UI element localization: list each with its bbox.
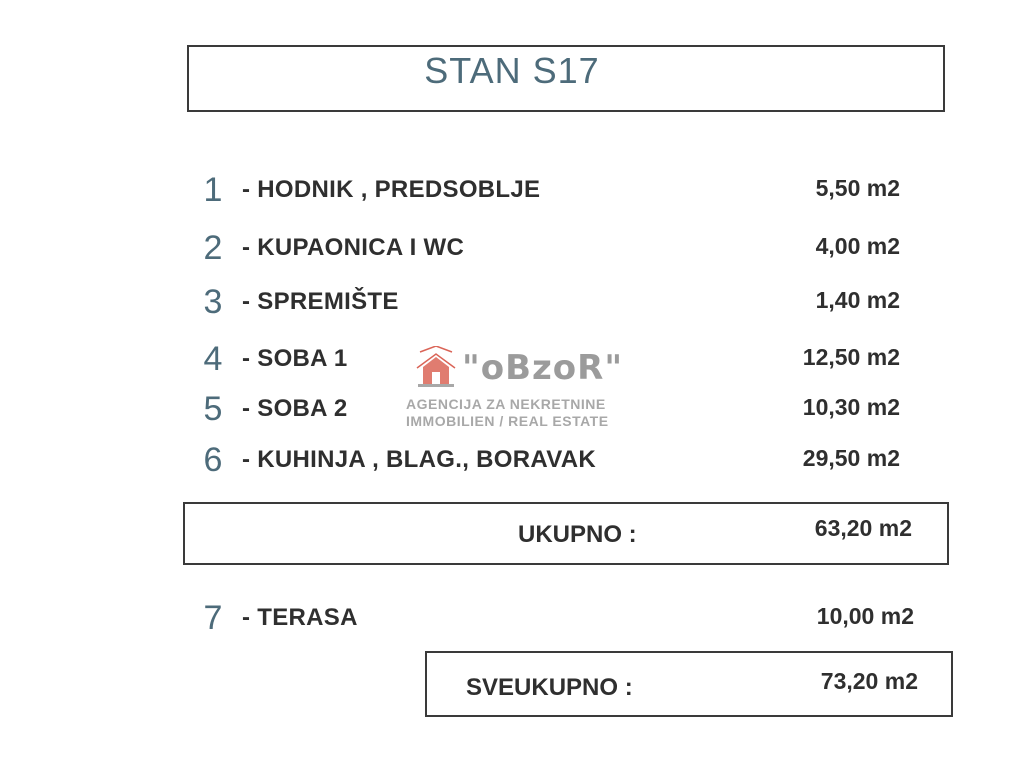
- room-area: 5,50 m2: [815, 175, 900, 201]
- room-area: 10,30 m2: [802, 394, 900, 420]
- room-row: [198, 440, 918, 480]
- room-label: - TERASA: [242, 604, 358, 631]
- room-number: 5: [203, 390, 223, 428]
- house-icon: [414, 346, 458, 390]
- room-number: 3: [203, 283, 223, 321]
- room-label: - SPREMIŠTE: [242, 288, 399, 315]
- grand-total-value: 73,20 m2: [820, 668, 918, 694]
- room-number: 6: [203, 441, 223, 479]
- room-label: - KUPAONICA I WC: [242, 234, 465, 261]
- watermark-brand: "oBzoR": [462, 348, 624, 388]
- room-number: 7: [203, 599, 223, 637]
- room-label: - HODNIK , PREDSOBLJE: [242, 176, 541, 203]
- room-area: 29,50 m2: [802, 445, 900, 471]
- watermark-line: IMMOBILIEN / REAL ESTATE: [406, 413, 609, 429]
- watermark: [400, 344, 630, 434]
- room-area: 4,00 m2: [815, 233, 900, 259]
- room-label: - KUHINJA , BLAG., BORAVAK: [242, 446, 597, 473]
- room-row: [198, 598, 932, 638]
- grand-total-label: SVEUKUPNO :: [466, 674, 633, 701]
- watermark-line: AGENCIJA ZA NEKRETNINE: [406, 396, 606, 412]
- room-number: 4: [203, 340, 223, 378]
- total-value: 63,20 m2: [814, 515, 912, 541]
- room-area: 1,40 m2: [815, 287, 900, 313]
- room-number: 1: [203, 171, 223, 209]
- room-number: 2: [203, 229, 223, 267]
- room-label: - SOBA 1: [242, 345, 348, 372]
- room-row: [198, 170, 918, 210]
- room-area: 12,50 m2: [802, 344, 900, 370]
- room-row: [198, 228, 918, 268]
- room-area: 10,00 m2: [816, 603, 914, 629]
- page-title: STAN S17: [424, 50, 600, 91]
- total-label: UKUPNO :: [518, 521, 637, 548]
- room-label: - SOBA 2: [242, 395, 348, 422]
- room-row: [198, 282, 918, 322]
